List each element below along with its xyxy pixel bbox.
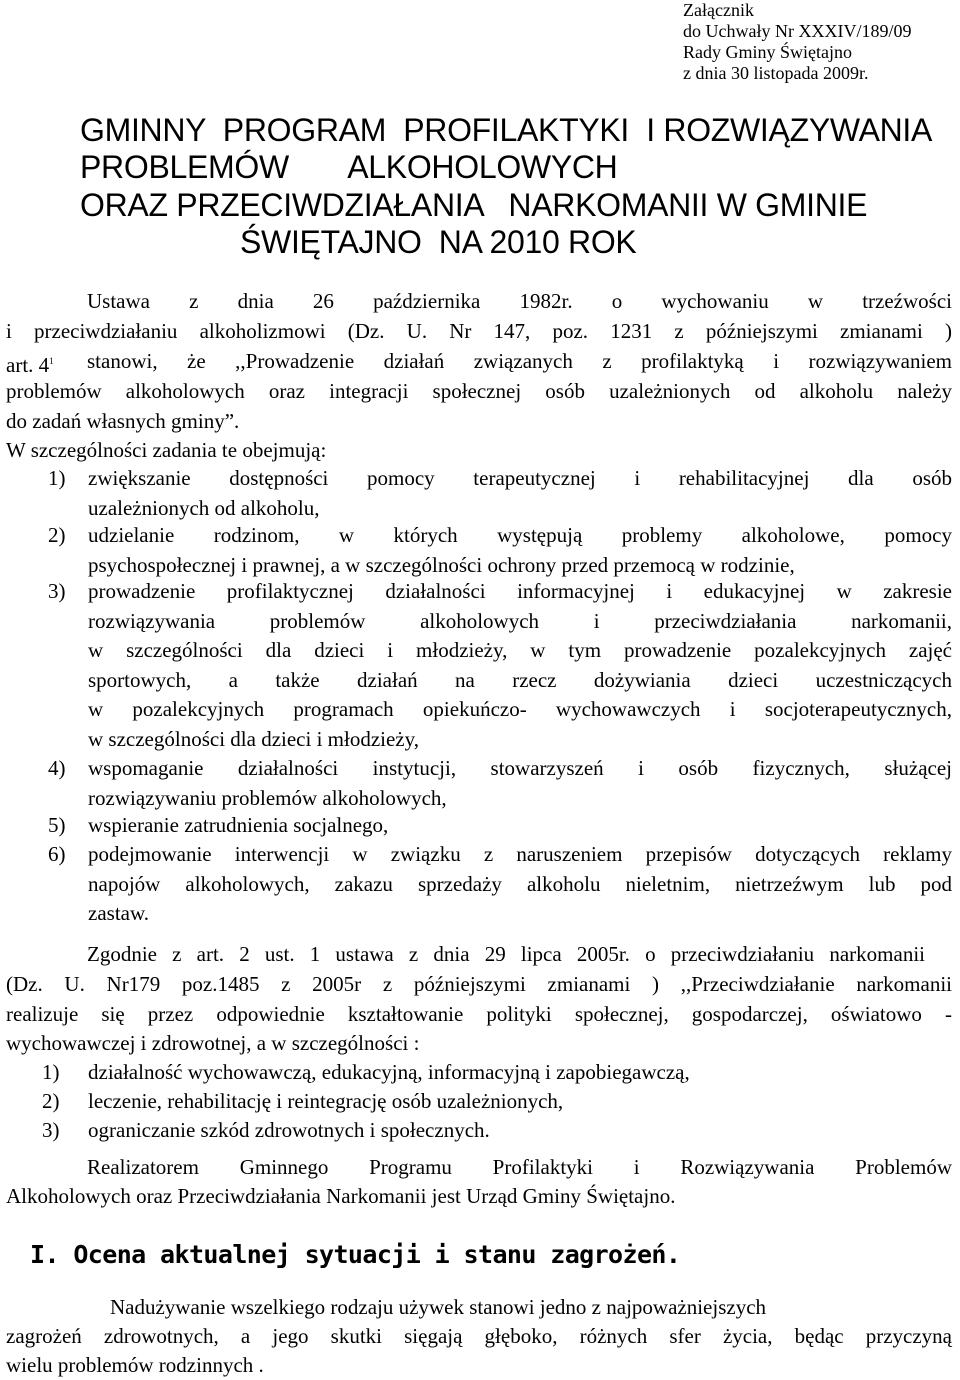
task-line: w szczególności dla dzieci i młodzieży, w tym prowadzenie pozalekcyjnych zajęć <box>88 638 952 662</box>
intro-line: i przeciwdziałaniu alkoholizmowi (Dz. U. Nr 147, poz. 1231 z późniejszymi zmianami ) <box>6 319 952 343</box>
section-line: Nadużywanie wszelkiego rodzaju używek stanowi jedno z najpoważniejszych <box>110 1295 767 1319</box>
task-number: 3) <box>48 579 66 603</box>
intro-line: do zadań własnych gminy”. <box>6 409 240 433</box>
task-line: wspomaganie działalności instytucji, stowarzyszeń i osób fizycznych, służącej <box>88 756 952 780</box>
narcotics-item-number: 1) <box>42 1060 60 1084</box>
task-line: uzależnionych od alkoholu, <box>88 495 320 520</box>
task-line: prowadzenie profilaktycznej działalności informacyjnej i edukacyjnej w zakresie <box>88 579 952 603</box>
section-line: zagrożeń zdrowotnych, a jego skutki sięgają głęboko, różnych sfer życia, będąc przyczyną <box>6 1324 952 1348</box>
title-line-4: ŚWIĘTAJNO NA 2010 ROK <box>240 224 637 260</box>
attachment-council: Rady Gminy Świętajno <box>683 42 852 62</box>
title-line-2: PROBLEMÓW ALKOHOLOWYCH <box>80 149 618 185</box>
attachment-label: Załącznik <box>683 0 754 20</box>
task-number: 1) <box>48 466 66 490</box>
task-line: wspieranie zatrudnienia socjalnego, <box>88 813 389 837</box>
narcotics-item-number: 3) <box>42 1118 60 1142</box>
narcotics-item-text: ograniczanie szkód zdrowotnych i społecznych. <box>88 1118 490 1142</box>
task-line: zastaw. <box>88 901 150 925</box>
attachment-note <box>683 0 953 84</box>
intro-line: problemów alkoholowych oraz integracji społecznej osób uzależnionych od alkoholu należy <box>6 379 952 403</box>
narcotics-line: Zgodnie z art. 2 ust. 1 ustawa z dnia 29 lipca 2005r. o przeciwdziałaniu narkomanii <box>87 942 925 966</box>
intro-line: stanowi, że ,,Prowadzenie działań związanych z profilaktyką i rozwiązywaniem <box>87 349 952 373</box>
task-line: podejmowanie interwencji w związku z naruszeniem przepisów dotyczących reklamy <box>88 842 952 866</box>
footnote-marker: 1 <box>49 356 54 366</box>
section-line: wielu problemów rodzinnych . <box>6 1353 264 1377</box>
task-line: napojów alkoholowych, zakazu sprzedaży alkoholu nieletnim, nietrzeźwym lub pod <box>88 871 952 896</box>
narcotics-line: wychowawczej i zdrowotnej, a w szczególności : <box>6 1031 420 1055</box>
task-line: udzielanie rodzinom, w których występują problemy alkoholowe, pomocy <box>88 523 952 547</box>
section-heading: I. Ocena aktualnej sytuacji i stanu zagrożeń. <box>30 1240 681 1269</box>
task-number: 2) <box>48 523 66 547</box>
intro-line: Ustawa z dnia 26 października 1982r. o wychowaniu w trzeźwości <box>87 289 952 313</box>
intro-article-text: art. 4 <box>6 353 50 377</box>
task-line: psychospołecznej i prawnej, a w szczególności ochrony przed przemocą w rodzinie, <box>88 552 795 577</box>
title-line-3: ORAZ PRZECIWDZIAŁANIA NARKOMANII W GMINIE <box>80 187 868 223</box>
attachment-resolution: do Uchwały Nr XXXIV/189/09 <box>683 21 912 41</box>
narcotics-line: realizuje się przez odpowiednie kształtowanie polityki społecznej, gospodarczej, oświatowo - <box>6 1002 952 1026</box>
intro-line: W szczególności zadania te obejmują: <box>6 438 327 462</box>
task-line: w szczególności dla dzieci i młodzieży, <box>88 726 420 751</box>
task-line: zwiększanie dostępności pomocy terapeutycznej i rehabilitacyjnej dla osób <box>88 466 952 490</box>
narcotics-item-number: 2) <box>42 1089 60 1113</box>
task-number: 4) <box>48 756 66 780</box>
implementer-line: Realizatorem Gminnego Programu Profilaktyki i Rozwiązywania Problemów <box>87 1155 952 1179</box>
narcotics-item-text: działalność wychowawczą, edukacyjną, informacyjną i zapobiegawczą, <box>88 1060 690 1084</box>
title-line-1: GMINNY PROGRAM PROFILAKTYKI I ROZWIĄZYWANIA <box>80 112 933 148</box>
attachment-date: z dnia 30 listopada 2009r. <box>683 63 869 83</box>
intro-article <box>6 347 54 380</box>
implementer-line: Alkoholowych oraz Przeciwdziałania Narkomanii jest Urząd Gminy Świętajno. <box>6 1184 676 1208</box>
narcotics-item-text: leczenie, rehabilitację i reintegrację osób uzależnionych, <box>88 1089 564 1113</box>
task-number: 6) <box>48 842 66 866</box>
task-line: rozwiązywania problemów alkoholowych i przeciwdziałania narkomanii, <box>88 608 952 633</box>
task-line: rozwiązywaniu problemów alkoholowych, <box>88 785 447 810</box>
task-line: w pozalekcyjnych programach opiekuńczo- wychowawczych i socjoterapeutycznych, <box>88 697 952 721</box>
narcotics-line: (Dz. U. Nr179 poz.1485 z 2005r z późniejszymi zmianami ) ,,Przeciwdziałanie narkomanii <box>6 972 952 996</box>
task-line: sportowych, a także działań na rzecz dożywiania dzieci uczestniczących <box>88 667 952 692</box>
task-number: 5) <box>48 813 66 837</box>
